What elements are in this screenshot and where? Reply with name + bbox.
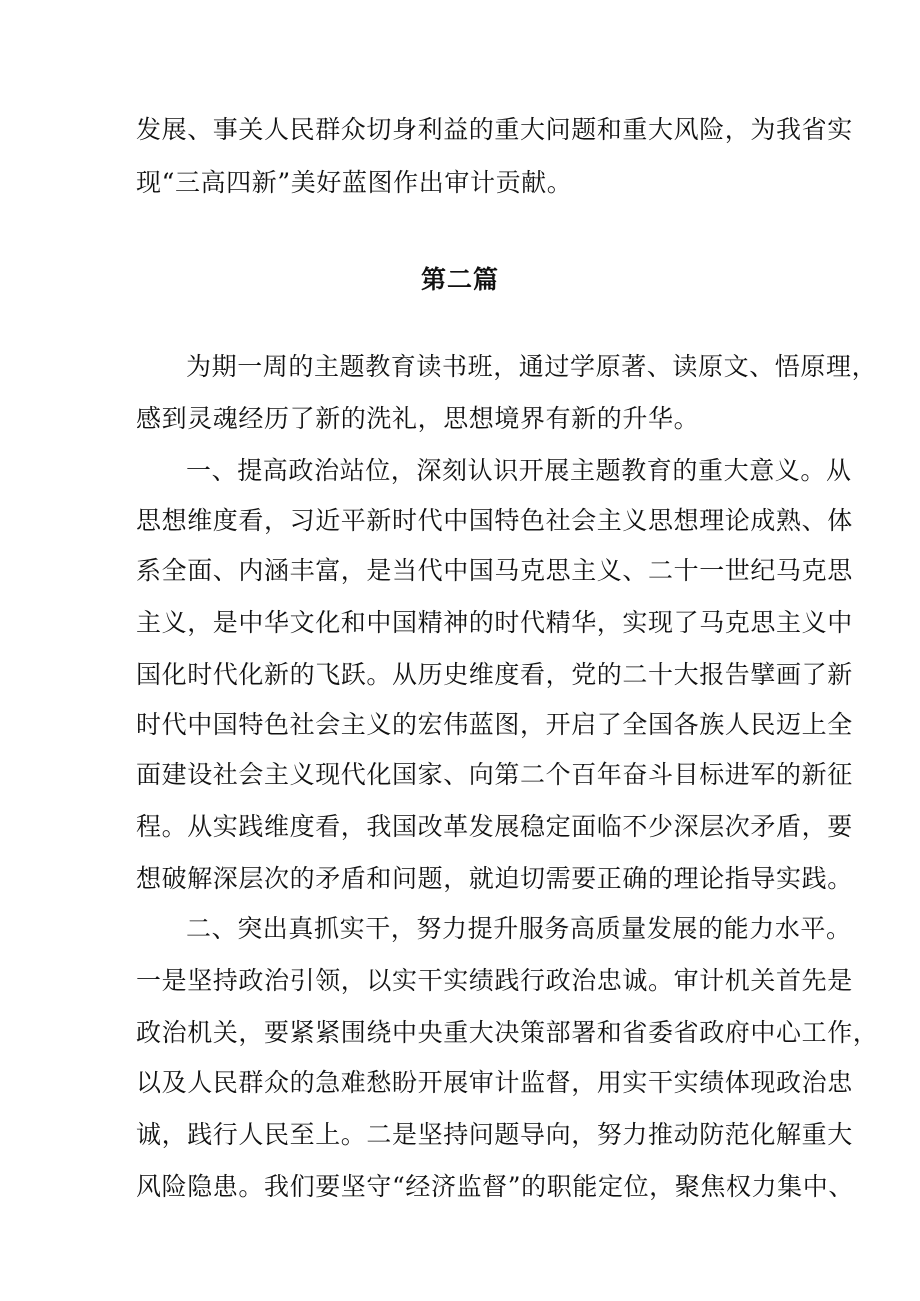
- paragraph-line: 主义，是中华文化和中国精神的时代精华，实现了马克思主义中: [136, 608, 853, 637]
- paragraph-line: 程。从实践维度看，我国改革发展稳定面临不少深层次矛盾，要: [136, 812, 853, 841]
- paragraph-line: 为期一周的主题教育读书班，通过学原著、读原文、悟原理，: [186, 352, 878, 381]
- paragraph-line: 发展、事关人民群众切身利益的重大问题和重大风险，为我省实: [136, 115, 853, 144]
- paragraph-line: 现“三高四新”美好蓝图作出审计贡献。: [136, 168, 573, 197]
- paragraph-line: 想破解深层次的矛盾和问题，就迫切需要正确的理论指导实践。: [136, 864, 853, 893]
- paragraph-line: 一是坚持政治引领，以实干实绩践行政治忠诚。审计机关首先是: [136, 966, 853, 995]
- paragraph-line: 诚，践行人民至上。二是坚持问题导向，努力推动防范化解重大: [136, 1120, 853, 1149]
- paragraph-line: 一、提高政治站位，深刻认识开展主题教育的重大意义。从: [186, 456, 852, 485]
- paragraph-line: 二、突出真抓实干，努力提升服务高质量发展的能力水平。: [186, 914, 852, 943]
- paragraph-line: 国化时代化新的飞跃。从历史维度看，党的二十大报告擘画了新: [136, 660, 853, 689]
- paragraph-line: 以及人民群众的急难愁盼开展审计监督，用实干实绩体现政治忠: [136, 1068, 853, 1097]
- paragraph-line: 系全面、内涵丰富，是当代中国马克思主义、二十一世纪马克思: [136, 556, 853, 585]
- paragraph-line: 风险隐患。我们要坚守“经济监督”的职能定位，聚焦权力集中、: [136, 1172, 854, 1201]
- paragraph-line: 时代中国特色社会主义的宏伟蓝图，开启了全国各族人民迈上全: [136, 710, 853, 739]
- paragraph-line: 感到灵魂经历了新的洗礼，思想境界有新的升华。: [136, 404, 700, 433]
- paragraph-line: 思想维度看，习近平新时代中国特色社会主义思想理论成熟、体: [136, 506, 853, 535]
- section-title: 第二篇: [420, 265, 499, 294]
- paragraph-line: 面建设社会主义现代化国家、向第二个百年奋斗目标进军的新征: [136, 760, 853, 789]
- paragraph-line: 政治机关，要紧紧围绕中央重大决策部署和省委省政府中心工作，: [136, 1018, 879, 1047]
